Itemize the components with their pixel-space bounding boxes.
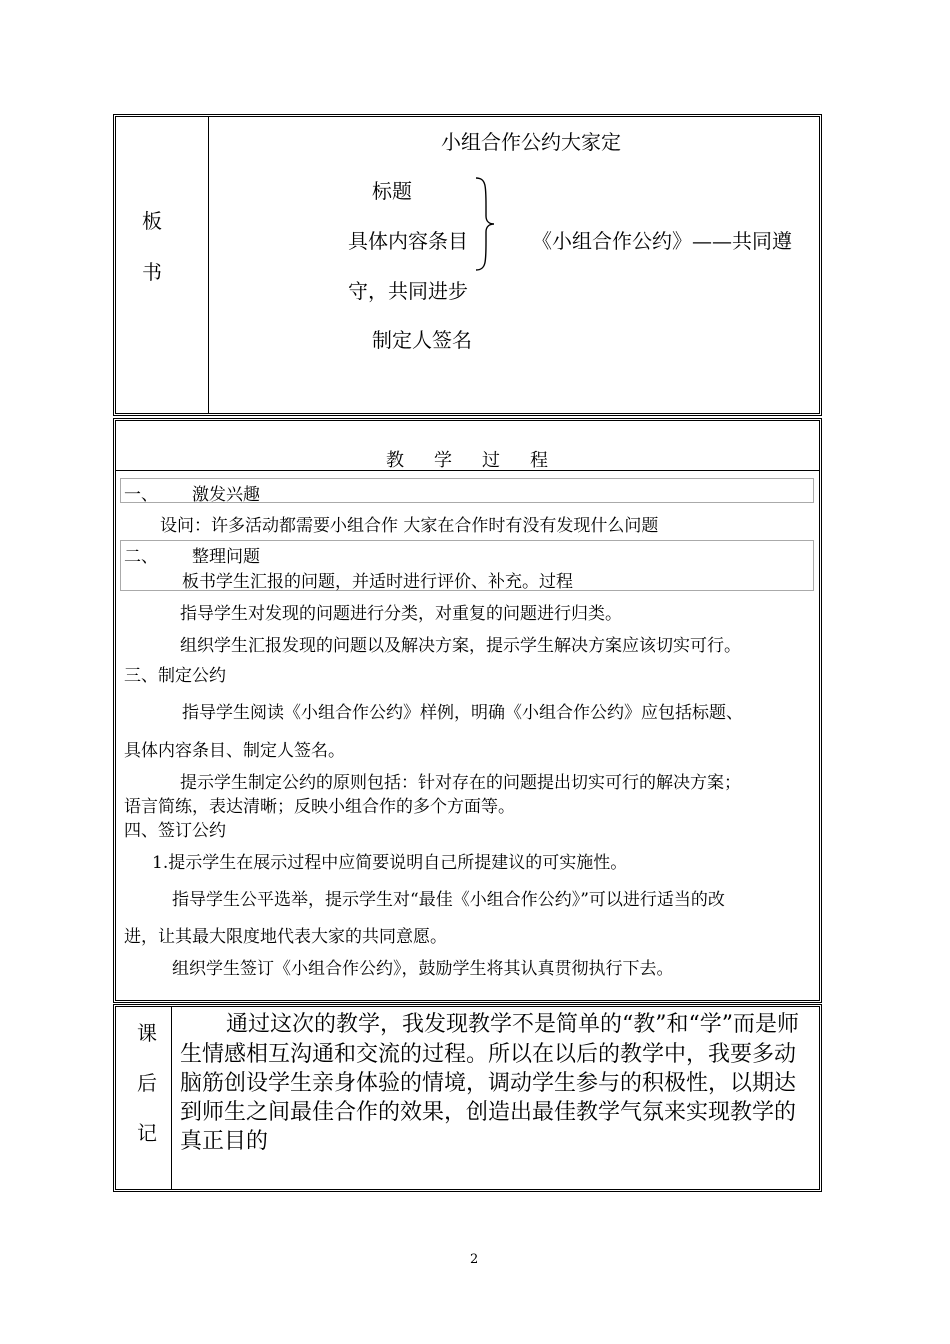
step-4-paragraph-2b: 进，让其最大限度地代表大家的共同意愿。	[124, 927, 447, 947]
board-item-content: 具体内容条目	[348, 229, 468, 253]
step-3-title: 三、制定公约	[124, 666, 226, 686]
board-divider	[208, 117, 209, 414]
board-label-1: 板	[142, 209, 162, 233]
step-3-paragraph-2a: 提示学生制定公约的原则包括：针对存在的问题提出切实可行的解决方案；	[180, 773, 741, 793]
step-1-number: 一、	[124, 485, 158, 505]
step-2-number: 二、	[124, 547, 158, 567]
step-3-paragraph-1a: 指导学生阅读《小组合作公约》样例，明确《小组合作公约》应包括标题、	[182, 703, 743, 723]
step-2-paragraph-3: 组织学生汇报发现的问题以及解决方案，提示学生解决方案应该切实可行。	[180, 636, 741, 656]
board-section	[113, 114, 822, 416]
afterword-divider	[171, 1007, 172, 1189]
board-item-continued: 守，共同进步	[348, 279, 468, 303]
afterword-line-1: 通过这次的教学，我发现教学不是简单的“教”和“学”而是师	[226, 1012, 799, 1037]
step-4-paragraph-1: 1.提示学生在展示过程中应简要说明自己所提建议的可实施性。	[152, 853, 628, 873]
process-header-divider	[116, 470, 819, 471]
step-2-paragraph-1: 板书学生汇报的问题，并适时进行评价、补充。过程	[182, 572, 573, 592]
step-4-title: 四、签订公约	[124, 821, 226, 841]
right-brace-icon	[474, 176, 496, 272]
board-item-signature: 制定人签名	[372, 328, 472, 352]
step-1-title: 激发兴趣	[192, 485, 260, 505]
step-4-paragraph-2a: 指导学生公平选举，提示学生对“最佳《小组合作公约》”可以进行适当的改	[172, 890, 725, 910]
page-number: 2	[470, 1252, 479, 1267]
step-1-text: 设问：许多活动都需要小组合作 大家在合作时有没有发现什么问题	[160, 516, 659, 536]
board-title: 小组合作公约大家定	[441, 130, 621, 154]
step-4-paragraph-3: 组织学生签订《小组合作公约》，鼓励学生将其认真贯彻执行下去。	[172, 959, 674, 979]
board-item-title: 标题	[372, 179, 412, 203]
process-header-char-1: 教	[386, 450, 404, 471]
afterword-label-2: 后	[137, 1071, 157, 1095]
afterword-label-3: 记	[137, 1121, 157, 1145]
process-header-char-2: 学	[434, 450, 452, 471]
process-header-char-4: 程	[530, 450, 548, 471]
board-label-2: 书	[142, 260, 162, 284]
step-2-paragraph-2: 指导学生对发现的问题进行分类，对重复的问题进行归类。	[180, 604, 622, 624]
step-3-paragraph-1b: 具体内容条目、制定人签名。	[124, 741, 345, 761]
afterword-line-2: 生情感相互沟通和交流的过程。所以在以后的教学中，我要多动	[180, 1042, 797, 1067]
step-2-title: 整理问题	[192, 547, 260, 567]
afterword-label-1: 课	[137, 1021, 157, 1045]
afterword-line-4: 到师生之间最佳合作的效果，创造出最佳教学气氛来实现教学的	[180, 1100, 797, 1125]
process-header-char-3: 过	[482, 450, 500, 471]
afterword-line-5: 真正目的	[180, 1129, 269, 1154]
board-right-text: 《小组合作公约》——共同遵	[532, 229, 792, 253]
afterword-line-3: 脑筋创设学生亲身体验的情境，调动学生参与的积极性，以期达	[180, 1071, 797, 1096]
step-3-paragraph-2b: 语言简练，表达清晰；反映小组合作的多个方面等。	[124, 797, 515, 817]
